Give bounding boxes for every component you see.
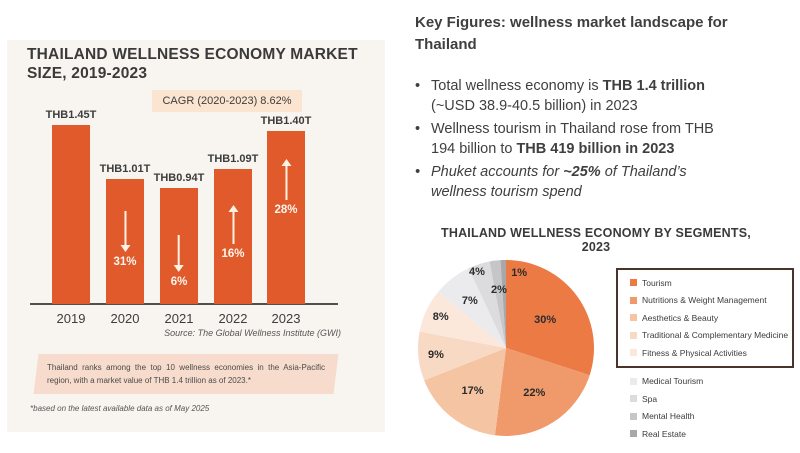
bullet-text: of Thailand’s wellness tourism spend [431,164,687,200]
bullet-text: Wellness tourism in Thailand rose from THB 194 billion to [431,121,714,157]
bullet-bold-text: THB 1.4 trillion [602,78,705,94]
key-figures-heading: Key Figures: wellness market landscape for Thailand [415,14,728,53]
arrow-up-icon [228,205,238,244]
bullet-text: (~USD 38.9-40.5 billion) in 2023 [431,98,638,114]
key-figures-list [415,76,735,205]
source-attribution: Source: The Global Wellness Institute (GWI) [164,328,341,338]
x-axis-label: 2021 [164,311,194,326]
legend-label: Real Estate [642,428,686,439]
legend-item [630,327,792,345]
legend-label: Tourism [642,277,672,288]
pie-percent-label: 2% [490,284,507,297]
callout-text: Thailand ranks among the top 10 wellness economies in the Asia-Pacific region, with a market value of THB 1.4 trillion as of 2023.* [47,363,325,385]
legend-swatch [630,332,637,339]
arrow-head [228,205,238,212]
arrow-head [174,265,184,272]
pie-percent-label: 7% [461,295,478,308]
legend-item [630,408,794,426]
legend-label: Aesthetics & Beauty [642,312,719,323]
pie-percent-label: 30% [534,313,557,326]
arrow-down-icon [174,235,184,272]
arrow-head [281,159,291,166]
callout-banner [34,354,339,394]
legend-label: Nutritions & Weight Management [642,295,767,306]
footnote-text: *based on the latest available data as of May 2025 [30,404,210,413]
change-percent-label: 31% [113,256,137,268]
legend-item [630,274,792,292]
legend-label: Mental Health [642,411,695,422]
legend-swatch [630,430,637,437]
legend-label: Spa [642,393,658,404]
legend-item [630,425,794,443]
arrow-up-icon [281,159,291,200]
legend-item [630,309,792,327]
pie-chart [416,258,596,438]
bullet-bold-text: THB 419 billion in 2023 [516,141,675,157]
arrow-shaft [232,212,234,244]
legend-item [630,344,792,362]
legend-boxed-group [616,268,794,368]
bar-chart-title: THAILAND WELLNESS ECONOMY MARKET SIZE, 2019-2023 [27,46,358,82]
bar-value-label: THB1.45T [45,109,97,121]
pie-percent-label: 8% [432,311,449,324]
change-indicator-2021 [171,235,188,288]
pie-percent-label: 22% [523,386,546,399]
legend-unboxed-group [616,368,794,443]
pie-chart-title: THAILAND WELLNESS ECONOMY BY SEGMENTS, 2023 [441,226,751,254]
arrow-shaft [285,166,287,200]
change-indicator-2022 [221,205,244,260]
pie-legend [616,268,794,443]
bar-value-label: THB1.40T [260,115,312,127]
legend-label: Traditional & Complementary Medicine [642,330,789,341]
bullet-bold-text: ~25% [563,164,601,180]
bullet-wellness-tourism [415,119,735,159]
pie-percent-label: 1% [511,267,528,280]
legend-label: Medical Tourism [642,376,704,387]
legend-item [630,292,792,310]
legend-swatch [630,314,637,321]
legend-swatch [630,279,637,286]
bullet-text: Phuket accounts for [431,164,564,180]
bar-value-label: THB0.94T [153,172,205,184]
x-axis-label: 2022 [218,311,248,326]
arrow-shaft [178,235,180,265]
bar-2023 [267,131,305,304]
legend-swatch [630,395,637,402]
bullet-phuket-share [415,162,735,202]
arrow-head [120,245,130,252]
change-percent-label: 28% [274,204,298,216]
pie-percent-label: 17% [461,385,484,398]
market-size-card [7,40,385,432]
arrow-down-icon [120,211,130,252]
x-axis-label: 2020 [110,311,140,326]
change-percent-label: 16% [221,248,245,260]
pie-percent-label: 4% [469,266,485,279]
x-axis-label: 2023 [271,311,301,326]
bullet-total-economy [415,76,735,116]
bar-value-label: THB1.09T [207,153,259,165]
change-indicator-2020 [113,211,136,268]
change-indicator-2023 [274,159,297,216]
arrow-shaft [124,211,126,245]
legend-swatch [630,297,637,304]
legend-item [630,373,794,391]
legend-swatch [630,349,637,356]
legend-label: Fitness & Physical Activities [642,347,747,358]
change-percent-label: 6% [170,276,188,288]
legend-swatch [630,378,637,385]
legend-swatch [630,413,637,420]
bullet-text: Total wellness economy is [431,78,603,94]
x-axis-label: 2019 [56,311,86,326]
cagr-annotation: CAGR (2020-2023) 8.62% [152,90,302,112]
legend-item [630,390,794,408]
bar-value-label: THB1.01T [99,163,151,175]
pie-percent-label: 9% [427,348,444,361]
bar-2019 [52,125,90,304]
